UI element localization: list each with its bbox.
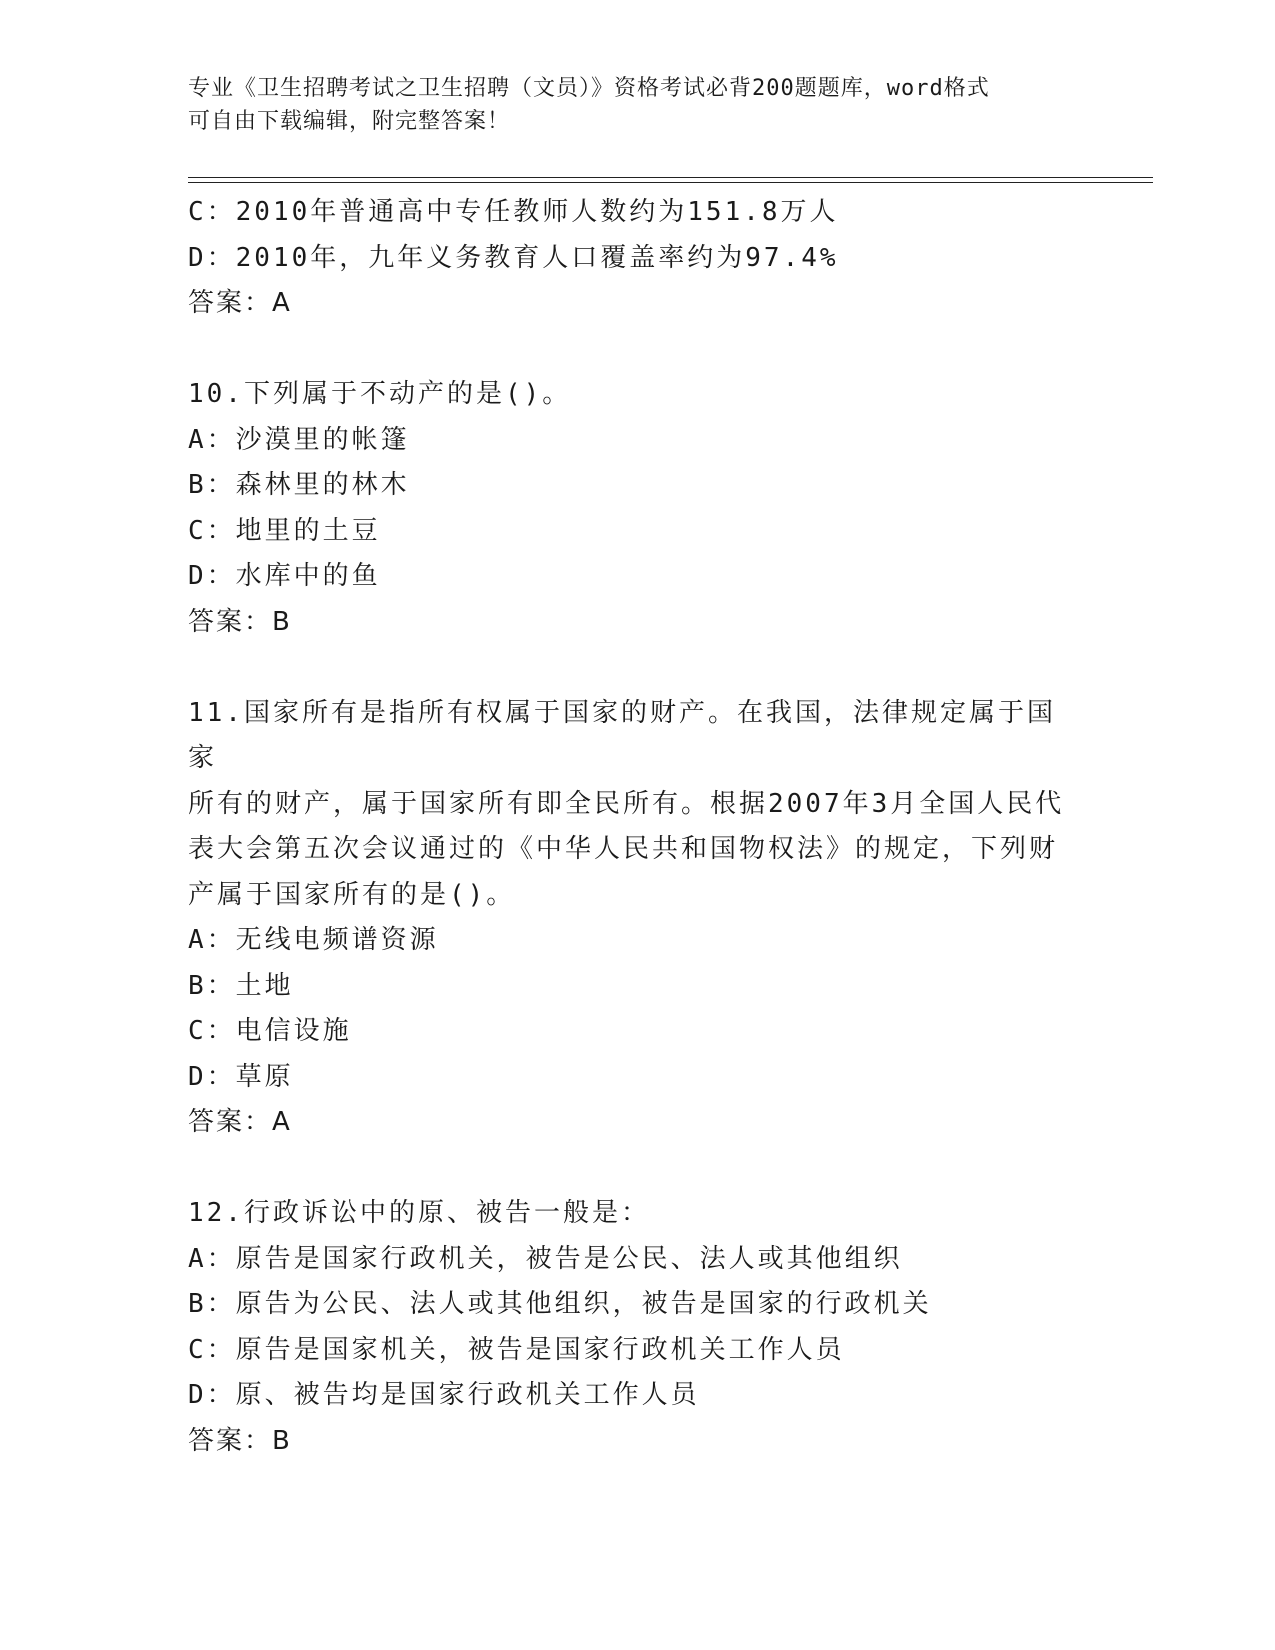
option-c: C：2010年普通高中专任教师人数约为151.8万人	[188, 197, 839, 227]
header-title-line-2: 可自由下载编辑，附完整答案！	[188, 109, 511, 134]
option-b: B：森林里的林木	[188, 470, 410, 500]
option-b: B：原告为公民、法人或其他组织，被告是国家的行政机关	[188, 1289, 932, 1319]
question-11	[188, 691, 1088, 1146]
question-9-tail	[188, 190, 1088, 327]
question-list	[188, 190, 1088, 1510]
option-b: B：土地	[188, 970, 294, 1001]
option-c: C：原告是国家机关，被告是国家行政机关工作人员	[188, 1334, 845, 1365]
question-stem-line-3: 表大会第五次会议通过的《中华人民共和国物权法》的规定，下列财	[188, 834, 1059, 864]
question-stem-line-1: 11.国家所有是指所有权属于国家的财产。在我国，法律规定属于国家	[188, 697, 1056, 773]
question-stem-line-2: 所有的财产，属于国家所有即全民所有。根据2007年3月全国人民代	[188, 788, 1065, 819]
question-12	[188, 1191, 1088, 1464]
header-divider-bottom	[188, 182, 1153, 183]
answer: 答案：A	[188, 1107, 292, 1137]
option-a: A：原告是国家行政机关，被告是公民、法人或其他组织	[188, 1243, 903, 1274]
question-stem-line-4: 产属于国家所有的是()。	[188, 879, 516, 910]
option-a: A：沙漠里的帐篷	[188, 424, 410, 455]
header-title-line-1: 专业《卫生招聘考试之卫生招聘（文员）》资格考试必背200题题库，word格式	[188, 76, 990, 101]
option-d: D：2010年，九年义务教育人口覆盖率约为97.4%	[188, 242, 839, 273]
question-stem: 12.行政诉讼中的原、被告一般是：	[188, 1198, 650, 1228]
question-10	[188, 372, 1088, 645]
option-d: D：草原	[188, 1061, 294, 1092]
option-a: A：无线电频谱资源	[188, 925, 439, 955]
answer: 答案：B	[188, 1425, 292, 1456]
document-header	[188, 72, 1088, 138]
option-c: C：电信设施	[188, 1016, 352, 1046]
answer: 答案：A	[188, 288, 292, 318]
answer: 答案：B	[188, 606, 292, 637]
option-c: C：地里的土豆	[188, 515, 381, 546]
question-stem: 10.下列属于不动产的是()。	[188, 379, 572, 409]
header-divider-top	[188, 177, 1153, 178]
option-d: D：原、被告均是国家行政机关工作人员	[188, 1380, 700, 1410]
option-d: D：水库中的鱼	[188, 561, 381, 591]
